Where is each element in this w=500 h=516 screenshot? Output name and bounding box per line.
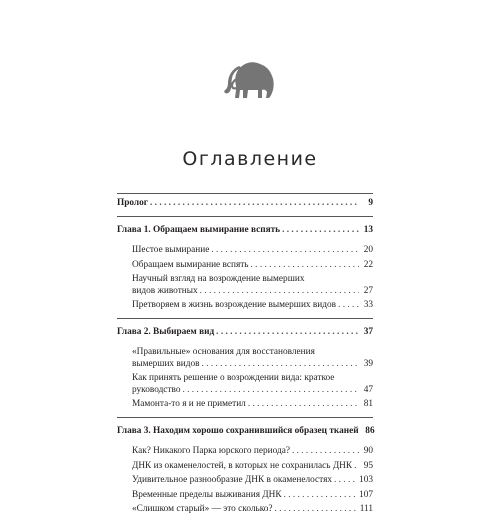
leader-dots bbox=[200, 286, 359, 298]
section-rule bbox=[117, 216, 373, 217]
leader-dots bbox=[251, 260, 359, 272]
entry-page: 111 bbox=[359, 504, 373, 514]
toc-entry bbox=[117, 446, 373, 458]
leader-dots bbox=[182, 385, 359, 397]
table-of-contents bbox=[117, 193, 373, 516]
entry-title: Пролог bbox=[117, 198, 149, 208]
entry-page: 13 bbox=[363, 224, 373, 235]
entry-page: 86 bbox=[365, 425, 375, 436]
toc-entry bbox=[117, 274, 373, 297]
top-rule bbox=[117, 193, 373, 194]
entry-page: 95 bbox=[363, 460, 373, 471]
section-rule bbox=[117, 318, 373, 319]
entry-page: 33 bbox=[363, 300, 373, 310]
entry-title: Временные пределы выживания ДНК bbox=[132, 489, 282, 500]
toc-entry bbox=[117, 300, 373, 312]
toc-entry bbox=[117, 245, 373, 257]
entry-title: вымерших видов bbox=[132, 358, 200, 369]
leader-dots bbox=[216, 327, 359, 339]
entry-title: Претворяем в жизнь возрождение вымерших видов bbox=[132, 300, 337, 310]
entry-page: 81 bbox=[363, 399, 373, 409]
section-rule bbox=[117, 417, 373, 418]
entry-title-line1: «Правильные» основания для восстановления bbox=[132, 347, 315, 357]
leader-dots bbox=[202, 359, 359, 371]
leader-dots bbox=[211, 245, 359, 257]
entry-title: видов животных bbox=[132, 285, 198, 296]
entry-page: 103 bbox=[359, 475, 373, 485]
entry-title: Мамонта-то я и не приметил bbox=[132, 399, 246, 409]
toc-entry bbox=[117, 426, 373, 438]
toc-entry bbox=[117, 347, 373, 370]
toc-entry bbox=[117, 198, 373, 210]
entry-title: руководство bbox=[132, 384, 181, 395]
toc-entry bbox=[117, 504, 373, 516]
entry-page: 22 bbox=[363, 259, 373, 270]
leader-dots bbox=[275, 504, 358, 516]
entry-title: Глава 1. Обращаем вымирание вспять bbox=[117, 224, 281, 235]
entry-title: Глава 3. Находим хорошо сохранившийся образец тканей bbox=[117, 425, 359, 436]
toc-entry bbox=[117, 475, 373, 487]
entry-title: «Слишком старый» — это сколько? bbox=[132, 504, 273, 514]
entry-title-line1: Научный взгляд на возрождение вымерших bbox=[132, 274, 305, 284]
entry-page: 107 bbox=[359, 489, 373, 500]
entry-page: 20 bbox=[363, 245, 373, 255]
toc-entry bbox=[117, 490, 373, 502]
entry-title: Удивительное разнообразие ДНК в окаменелостях bbox=[132, 475, 332, 485]
entry-title: Шестое вымирание bbox=[132, 245, 210, 255]
entry-page: 90 bbox=[363, 446, 373, 456]
entry-title: ДНК из окаменелостей, в которых не сохранилась ДНК bbox=[132, 460, 353, 471]
leader-dots bbox=[292, 446, 359, 458]
entry-title: Обращаем вымирание вспять bbox=[132, 259, 249, 270]
toc-entry bbox=[117, 327, 373, 339]
entry-page: 39 bbox=[363, 358, 373, 369]
toc-entry bbox=[117, 260, 373, 272]
entry-title: Как? Никакого Парка юрского периода? bbox=[132, 446, 290, 456]
leader-dots bbox=[334, 475, 357, 487]
toc-entry bbox=[117, 399, 373, 411]
leader-dots bbox=[338, 300, 359, 312]
mammoth-icon bbox=[222, 56, 278, 100]
entry-title-line1: Как принять решение о возрождении вида: краткое bbox=[132, 373, 335, 383]
entry-page: 27 bbox=[363, 285, 373, 296]
leader-dots bbox=[354, 461, 359, 473]
entry-page: 9 bbox=[368, 198, 373, 208]
toc-entry bbox=[117, 225, 373, 237]
page-title: Оглавление bbox=[182, 148, 318, 170]
leader-dots bbox=[248, 399, 359, 411]
entry-title: Глава 2. Выбираем вид bbox=[117, 326, 215, 337]
leader-dots bbox=[282, 225, 359, 237]
entry-page: 37 bbox=[363, 326, 373, 337]
leader-dots bbox=[284, 490, 357, 502]
toc-entry bbox=[117, 373, 373, 396]
leader-dots bbox=[150, 198, 359, 210]
toc-entry bbox=[117, 461, 373, 473]
entry-page: 47 bbox=[363, 384, 373, 395]
